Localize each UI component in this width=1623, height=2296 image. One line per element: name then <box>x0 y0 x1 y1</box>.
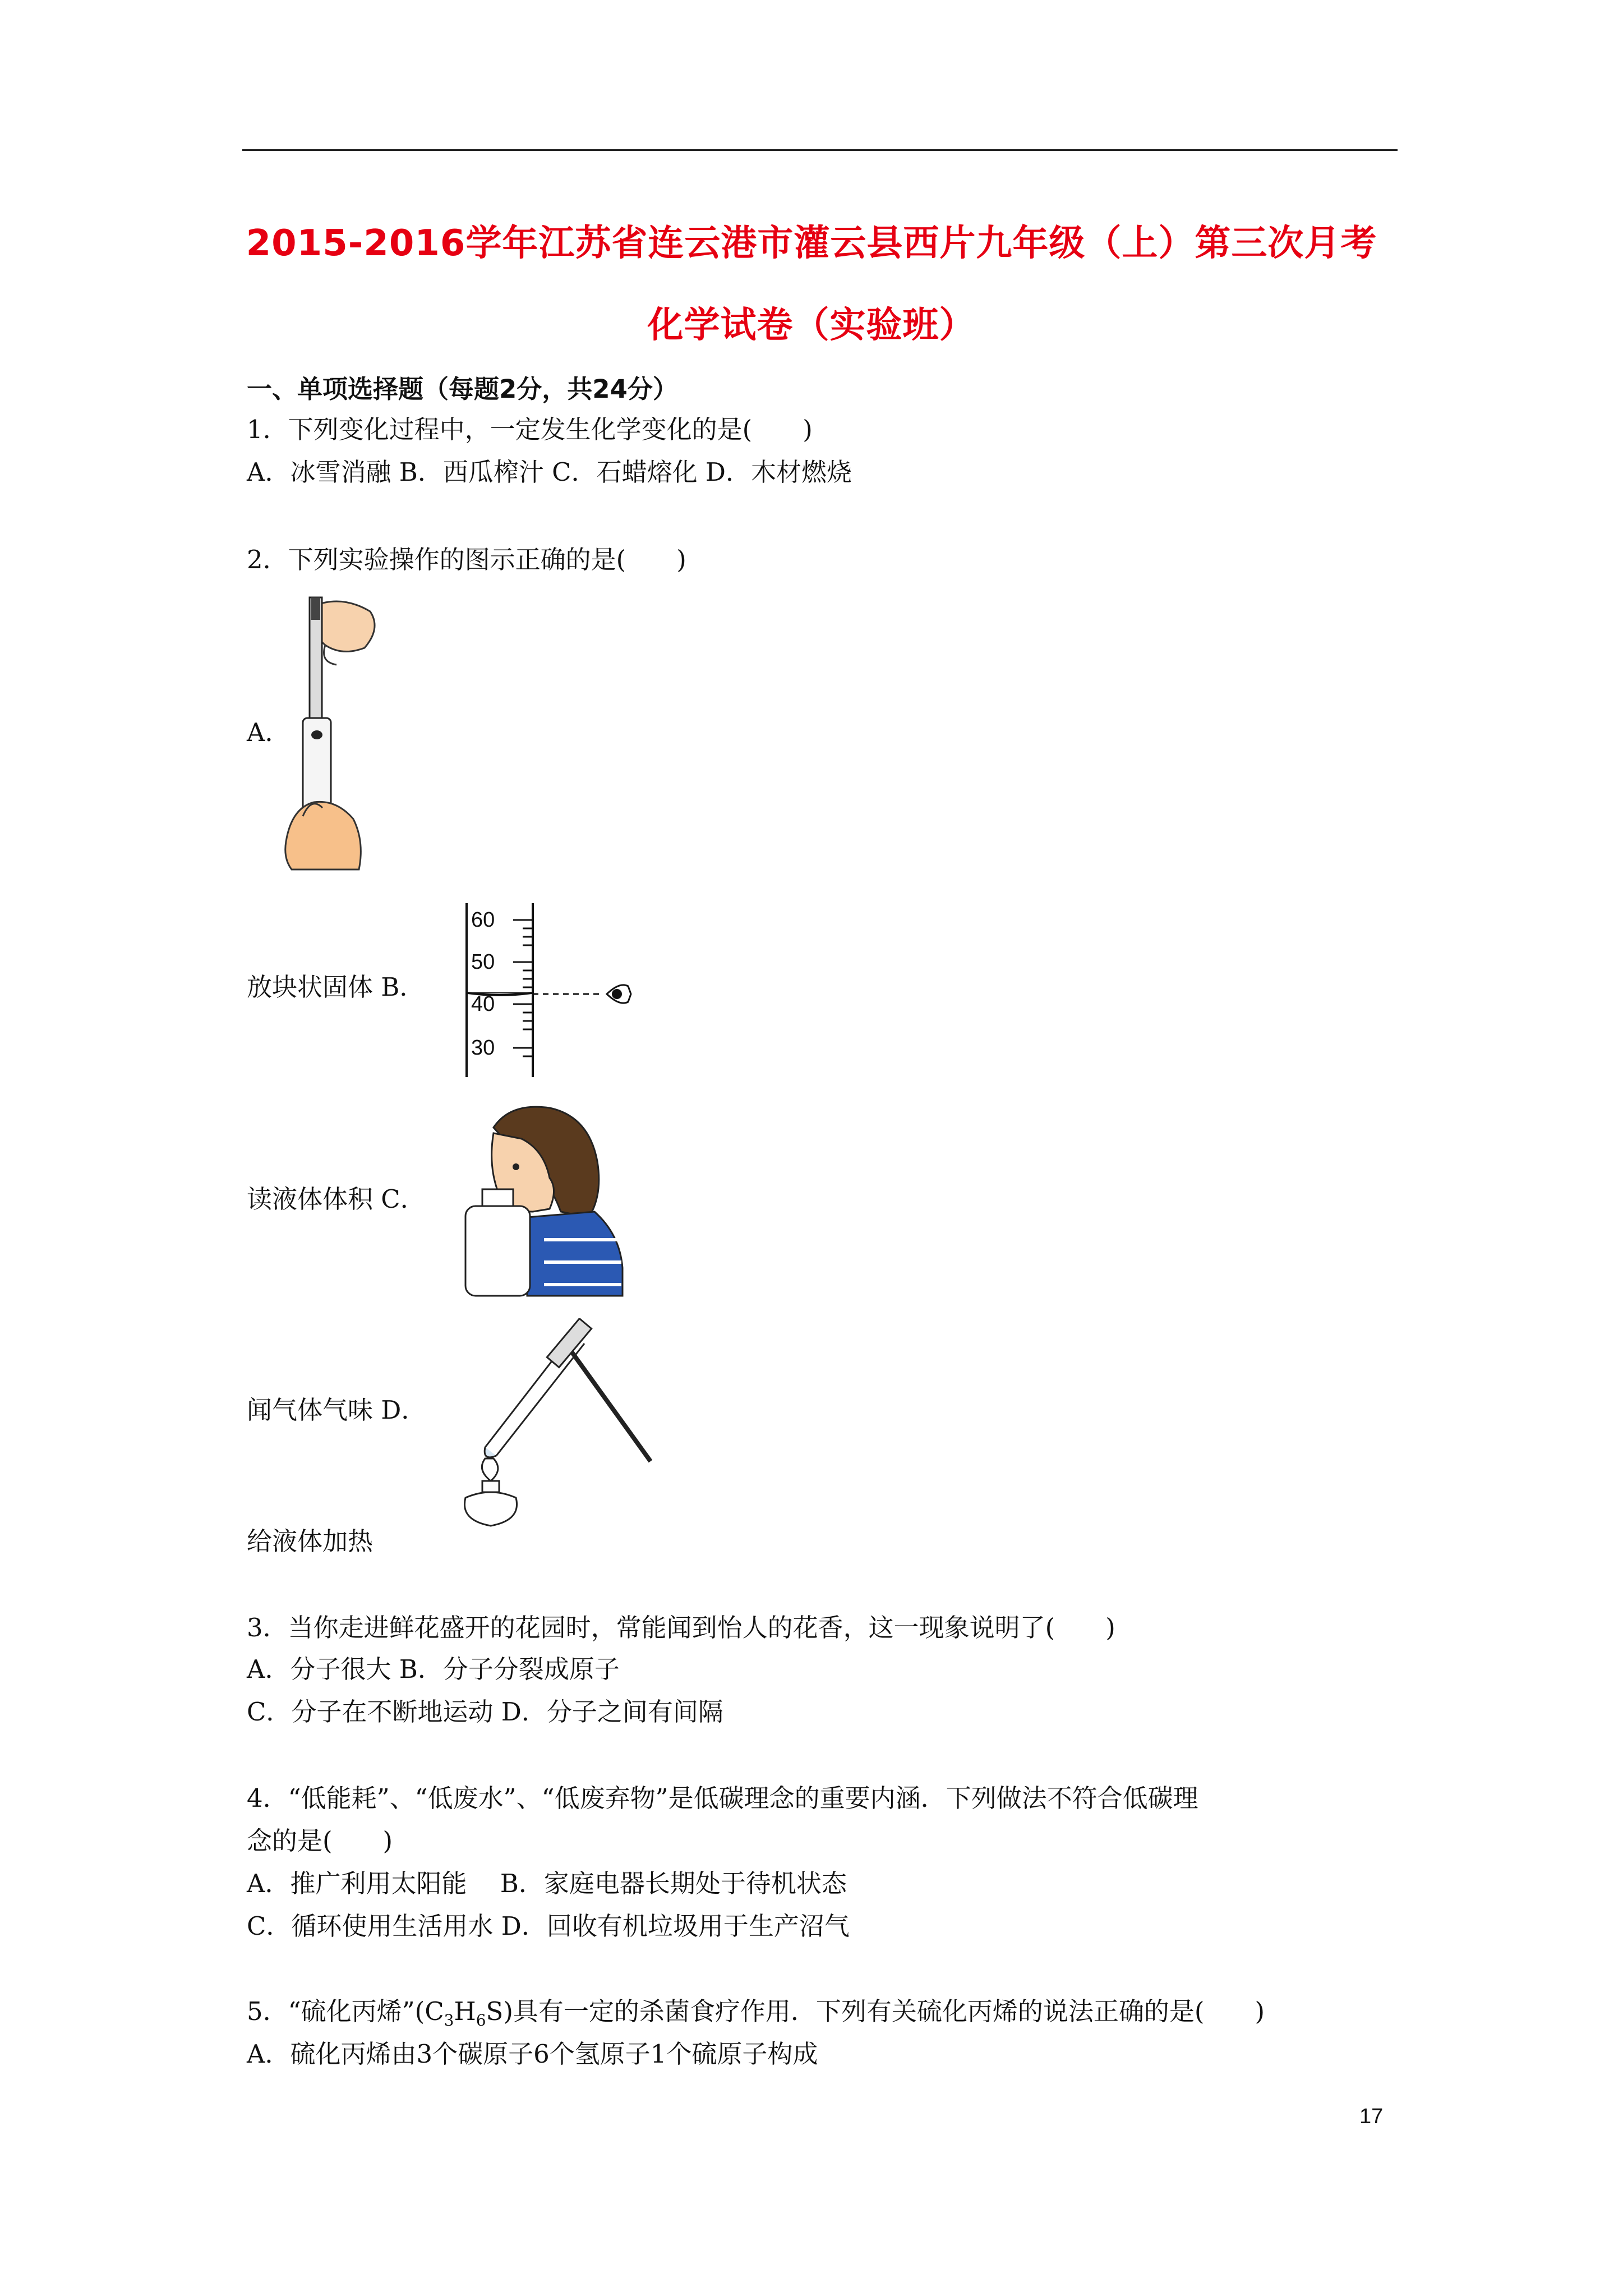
cylinder-tick-50: 50 <box>471 950 495 974</box>
q4-stem-1: 4．“低能耗”、“低废水”、“低废弃物”是低碳理念的重要内涵．下列做法不符合低碳理 <box>247 1783 1198 1813</box>
q5-stem-suffix: )具有一定的杀菌食疗作用．下列有关硫化丙烯的说法正确的是( ) <box>503 1996 1265 2026</box>
cylinder-tick-60: 60 <box>471 908 495 932</box>
q3-options-1: A．分子很大 B．分子分裂成原子 <box>247 1654 620 1684</box>
q2-tail-text: 给液体加热 <box>247 1526 374 1556</box>
exam-title-line-2: 化学试卷（实验班） <box>647 305 976 346</box>
heating-liquid-figure <box>460 1318 662 1531</box>
q2-option-b-label: 放块状固体 B． <box>247 972 425 1002</box>
q2-option-a-label: A． <box>247 717 291 747</box>
cylinder-tick-30: 30 <box>471 1036 495 1060</box>
section-heading: 一、单项选择题（每题2分，共24分） <box>247 374 678 404</box>
q5-stem <box>247 1995 1265 2037</box>
q2-option-d-label: 闻气体气味 D． <box>247 1395 427 1425</box>
eye-icon <box>607 985 631 1003</box>
page-number: 17 <box>1359 2105 1384 2128</box>
q1-options: A．冰雪消融 B．西瓜榨汁 C．石蜡熔化 D．木材燃烧 <box>247 457 852 487</box>
header-rule <box>242 149 1398 151</box>
q3-options-2: C．分子在不断地运动 D．分子之间有间隔 <box>247 1697 723 1727</box>
smelling-gas-figure <box>460 1099 628 1301</box>
q2-option-c-label: 读液体体积 C． <box>247 1184 426 1214</box>
q4-options-2: C．循环使用生活用水 D．回收有机垃圾用于生产沼气 <box>247 1911 850 1941</box>
q1-stem: 1．下列变化过程中，一定发生化学变化的是( ) <box>247 415 813 444</box>
dropper-test-tube-figure <box>280 595 409 875</box>
q3-stem: 3．当你走进鲜花盛开的花园时，常能闻到怡人的花香，这一现象说明了( ) <box>247 1613 1115 1642</box>
q2-stem: 2．下列实验操作的图示正确的是( ) <box>247 545 686 574</box>
q5-option-a: A．硫化丙烯由3个碳原子6个氢原子1个硫原子构成 <box>247 2039 818 2069</box>
chemical-formula: $C_3H_6S$ <box>425 1996 504 2030</box>
q4-stem-2: 念的是( ) <box>247 1826 393 1856</box>
exam-title-line-1: 2015-2016学年江苏省连云港市灌云县西片九年级（上）第三次月考 <box>246 223 1377 264</box>
q5-stem-prefix: 5．“硫化丙烯”( <box>247 1996 425 2026</box>
graduated-cylinder-figure <box>460 898 639 1083</box>
cylinder-tick-40: 40 <box>471 992 495 1016</box>
q4-options-1: A．推广利用太阳能 B．家庭电器长期处于待机状态 <box>247 1869 847 1898</box>
